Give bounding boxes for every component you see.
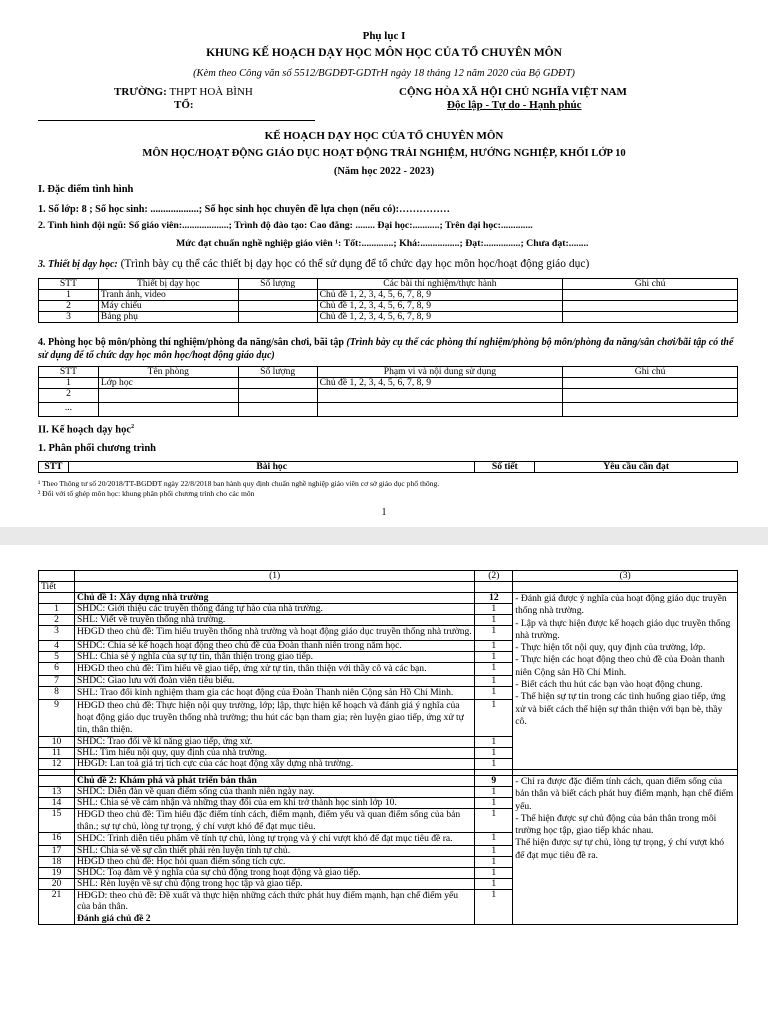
document-subtitle: (Kèm theo Công văn số 5512/BGDĐT-GDTrH ngày 18 tháng 12 năm 2020 của Bộ GDĐT) (193, 68, 575, 79)
room-table (38, 366, 738, 417)
cell: Chủ đề 1, 2, 3, 4, 5, 6, 7, 8, 9 (317, 290, 563, 301)
period-count: 1 (475, 737, 513, 748)
col-label: (3) (513, 571, 738, 582)
cell (74, 582, 474, 593)
period-number: 4 (39, 641, 75, 652)
cell (563, 312, 738, 323)
section-1-heading: I. Đặc điểm tình hình (38, 184, 134, 195)
curriculum-table (38, 570, 738, 925)
appendix-label: Phụ lục I (362, 30, 406, 42)
topic-row (39, 593, 738, 604)
cell (475, 582, 513, 593)
period-count: 1 (475, 867, 513, 878)
period-number: 20 (39, 878, 75, 889)
lesson: HĐGD theo chủ đề: Thực hiện nội quy trường, lớp; lập, thực hiện kế hoạch và đánh giá ý nghĩa của hoạt động giáo dục truyền thống nhà trường; thu hút các bạn tham gia; rèn luyện giao tiếp, ứng xử tự tin, thân thiện. (74, 700, 474, 737)
col-header: Thiết bị dạy học (98, 279, 238, 290)
period-count: 1 (475, 626, 513, 641)
period-number: 12 (39, 759, 75, 770)
period-count: 1 (475, 787, 513, 798)
col-header: Bài học (68, 462, 474, 473)
section-2-label: II. Kế hoạch dạy học (38, 424, 132, 436)
footnote-ref: 2 (131, 424, 135, 430)
col-header: Tên phòng (98, 367, 238, 378)
period-count: 1 (475, 798, 513, 809)
cell: 2 (39, 301, 99, 312)
period-count: 1 (475, 833, 513, 846)
cell: Tranh ảnh, video (98, 290, 238, 301)
col-header: Số lượng (238, 279, 317, 290)
period-count: 1 (475, 889, 513, 925)
room-desc: (Trình bày cụ thể các phòng thí nghiệm/phòng bộ môn/phòng đa năng/sân chơi/bãi tập có thể sử dụng để tổ chức dạy học môn học/hoạt động giáo dục) (38, 337, 734, 361)
class-count-line: 1. Số lớp: 8 ; Số học sinh: ...................; Số học sinh học chuyên đề lựa chọn (nếu có):…………… (38, 204, 450, 215)
cell (563, 290, 738, 301)
period-number: 3 (39, 626, 75, 641)
footnote-1: ¹ Theo Thông tư số 20/2018/TT-BGDĐT ngày 22/8/2018 ban hành quy định chuẩn nghề nghiệp giáo viên cơ sở giáo dục phổ thông. (38, 479, 440, 488)
period-count: 1 (475, 809, 513, 833)
lesson: HĐGD theo chủ đề: Học hỏi quan điểm sống tích cực. (74, 856, 474, 867)
cell: Chủ đề 1, 2, 3, 4, 5, 6, 7, 8, 9 (317, 301, 563, 312)
lesson: SHDC: Giao lưu với đoàn viên tiêu biểu. (74, 676, 474, 687)
period-number: 19 (39, 867, 75, 878)
period-number: 2 (39, 615, 75, 626)
requirement-item: - Biết cách thu hút các bạn vào hoạt động chung. (515, 679, 703, 691)
col-header: Ghi chú (563, 367, 738, 378)
col-header: Các bài thí nghiệm/thực hành (317, 279, 563, 290)
topic-title: Chủ đề 2: Khám phá và phát triển bản thân (74, 776, 474, 787)
col-header: Ghi chú (563, 279, 738, 290)
tiet-label: Tiết (39, 582, 75, 593)
header-divider (38, 120, 315, 121)
cell (238, 403, 317, 417)
evaluation-label: Đánh giá chủ đề 2 (76, 912, 151, 924)
table-row (39, 301, 738, 312)
lesson: SHL: Tìm hiểu nội quy, quy định của nhà trường. (74, 748, 474, 759)
lesson: HĐGD: Lan toả giá trị tích cực của các hoạt động xây dựng nhà trường. (74, 759, 474, 770)
period-number: 21 (39, 889, 75, 925)
cell (563, 301, 738, 312)
table-header-row (39, 462, 738, 473)
cell: Máy chiếu (98, 301, 238, 312)
school-label: TRƯỜNG: (114, 86, 167, 98)
cell (513, 582, 738, 593)
col-header: STT (39, 279, 99, 290)
cell: ... (39, 403, 99, 417)
cell (98, 389, 238, 403)
col-header: Yêu cầu cần đạt (535, 462, 738, 473)
subject-title: MÔN HỌC/HOẠT ĐỘNG GIÁO DỤC HOẠT ĐỘNG TRẢI NGHIỆM, HƯỚNG NGHIỆP, KHỐI LỚP 10 (142, 148, 626, 159)
equipment-desc: (Trình bày cụ thể các thiết bị dạy học có thể sử dụng để tổ chức dạy học môn học/hoạt động giáo dục) (117, 258, 590, 270)
requirement-item: - Đánh giá được ý nghĩa của hoạt động giáo dục truyền thống nhà trường. (515, 593, 727, 617)
nation-title: CỘNG HÒA XÃ HỘI CHỦ NGHĨA VIỆT NAM (399, 86, 627, 98)
period-count: 1 (475, 748, 513, 759)
col-label: (2) (475, 571, 513, 582)
cell (238, 389, 317, 403)
lesson: SHL: Chia sẻ về sự cần thiết phải rèn luyện tính tự chủ. (74, 845, 474, 856)
cell: Chủ đề 1, 2, 3, 4, 5, 6, 7, 8, 9 (317, 312, 563, 323)
lesson: SHDC: Trình diễn tiểu phẩm về tính tự chủ, lòng tự trọng và ý chí vượt khó để đạt mục tiêu đề ra. (74, 833, 474, 846)
period-number: 16 (39, 833, 75, 846)
period-number: 13 (39, 787, 75, 798)
table-row (39, 403, 738, 417)
school-year: (Năm học 2022 - 2023) (333, 166, 435, 177)
cell (563, 389, 738, 403)
col-header: Phạm vi và nội dung sử dụng (317, 367, 563, 378)
lesson: SHDC: Toạ đàm về ý nghĩa của sự chủ động trong hoạt động và giao tiếp. (74, 867, 474, 878)
lesson (74, 889, 474, 925)
staff-line: 2. Tình hình đội ngũ: Số giáo viên:...................; Trình độ đào tạo: Cao đẳng: ........ Đại học:...........; Trên đại học:............. (38, 220, 533, 231)
requirement-item: - Thực hiện các hoạt động theo chủ đề của Đoàn thanh niên Cộng sản Hồ Chí Minh. (515, 654, 725, 678)
distribution-table (38, 461, 738, 473)
lesson: SHDC: Chia sẻ kế hoạch hoạt động theo chủ đề của Đoàn thanh niên trong năm học. (74, 641, 474, 652)
lesson: SHL: Chia sẻ về cảm nhận và những thay đổi của em khi trở thành học sinh lớp 10. (74, 798, 474, 809)
period-count: 1 (475, 845, 513, 856)
period-number: 17 (39, 845, 75, 856)
cell: 2 (39, 389, 99, 403)
table-header-row (39, 582, 738, 593)
nation-motto: Độc lập - Tự do - Hạnh phúc (447, 99, 582, 111)
period-number: 9 (39, 700, 75, 737)
equipment-heading (38, 258, 589, 270)
topic-count: 9 (475, 776, 513, 787)
cell (563, 403, 738, 417)
equipment-label: 3. Thiết bị dạy học: (38, 259, 118, 270)
lesson: HĐGD theo chủ đề: Tìm hiểu đặc điểm tính cách, điểm mạnh, điểm yếu và quan điểm sống của bản thân.; sự tự chủ, lòng tự trọng, ý chí vượt khó để đạt mục tiêu. (74, 809, 474, 833)
topic-title: Chủ đề 1: Xây dựng nhà trường (74, 593, 474, 604)
lesson: HĐGD theo chủ đề: Tìm hiểu về giao tiếp, ứng xử tự tin, thân thiện với thầy cô và các bạn. (74, 663, 474, 676)
period-number: 14 (39, 798, 75, 809)
school-name: THPT HOÀ BÌNH (169, 86, 253, 98)
lesson-text: HĐGD: theo chủ đề: Đề xuất và thực hiện những cách thức phát huy điểm mạnh, hạn chế điểm yếu của bản thân. (76, 889, 459, 912)
topic-count: 12 (475, 593, 513, 604)
table-row (39, 389, 738, 403)
col-header: STT (39, 462, 69, 473)
room-heading (38, 336, 738, 362)
cell (238, 290, 317, 301)
cell (238, 301, 317, 312)
requirement-item: Thể hiện được sự tự chủ, lòng tự trọng, ý chí vượt khó để đạt mục tiêu đề ra. (515, 837, 725, 861)
period-number: 7 (39, 676, 75, 687)
topic-2-requirements (513, 776, 738, 925)
period-count: 1 (475, 604, 513, 615)
requirement-item: - Chỉ ra được đặc điểm tính cách, quan điểm sống của bản thân và biết cách phát huy điểm mạnh, hạn chế điểm yếu. (515, 776, 734, 812)
cell (39, 593, 75, 604)
cell (238, 378, 317, 389)
period-count: 1 (475, 676, 513, 687)
col-header: STT (39, 367, 99, 378)
distribution-heading: 1. Phân phối chương trình (38, 443, 157, 454)
lesson: SHL: Chia sẻ ý nghĩa của sự tự tin, thân thiện trong giao tiếp. (74, 652, 474, 663)
period-number: 18 (39, 856, 75, 867)
topic-1-requirements (513, 593, 738, 770)
lesson: SHDC: Giới thiệu các truyền thống đáng tự hào của nhà trường. (74, 604, 474, 615)
table-row (39, 290, 738, 301)
period-count: 1 (475, 663, 513, 676)
section-2-heading (38, 424, 134, 436)
table-header-row (39, 367, 738, 378)
cell: 1 (39, 290, 99, 301)
equipment-table (38, 278, 738, 323)
lesson: SHL: Trao đổi kinh nghiệm tham gia các hoạt động của Đoàn Thanh niên Cộng sản Hồ Chí Minh. (74, 687, 474, 700)
period-count: 1 (475, 759, 513, 770)
period-number: 6 (39, 663, 75, 676)
requirement-item: - Lập và thực hiện được kế hoạch giáo dục truyền thống nhà trường. (515, 617, 731, 641)
period-number: 5 (39, 652, 75, 663)
document-page-2 (0, 545, 768, 1024)
cell: Bảng phụ (98, 312, 238, 323)
cell: Lớp học (98, 378, 238, 389)
period-count: 1 (475, 856, 513, 867)
team-label: TỔ: (174, 99, 194, 111)
plan-title: KẾ HOẠCH DẠY HỌC CỦA TỔ CHUYÊN MÔN (264, 130, 504, 142)
cell: Chủ đề 1, 2, 3, 4, 5, 6, 7, 8, 9 (317, 378, 563, 389)
topic-row (39, 776, 738, 787)
table-row (39, 312, 738, 323)
table-header-row (39, 279, 738, 290)
period-number: 11 (39, 748, 75, 759)
period-count: 1 (475, 687, 513, 700)
col-header: Số tiết (475, 462, 535, 473)
period-number: 10 (39, 737, 75, 748)
cell (39, 776, 75, 787)
period-count: 1 (475, 652, 513, 663)
cell (317, 389, 563, 403)
period-count: 1 (475, 878, 513, 889)
cell (238, 312, 317, 323)
cell (98, 403, 238, 417)
room-label: 4. Phòng học bộ môn/phòng thí nghiệm/phòng đa năng/sân chơi, bãi tập (38, 337, 344, 348)
period-number: 8 (39, 687, 75, 700)
col-label: (1) (74, 571, 474, 582)
period-count: 1 (475, 615, 513, 626)
requirement-item: - Thể hiện được sự chủ động của bản thân trong môi trường học tập, giao tiếp khác nhau. (515, 812, 717, 837)
cell: 3 (39, 312, 99, 323)
cell (563, 378, 738, 389)
period-count: 1 (475, 641, 513, 652)
requirement-item: - Thể hiện sự tự tin trong các tình huống giao tiếp, ứng xử và biết cách thể hiện sự thân thiện với bạn bè, thầy cô. (515, 691, 726, 727)
table-header-row (39, 571, 738, 582)
lesson: SHDC: Trao đổi về kĩ năng giao tiếp, ứng xử. (74, 737, 474, 748)
footnote-2: ² Đối với tổ ghép môn học: khung phân phối chương trình cho các môn (38, 489, 255, 498)
requirement-item: - Thực hiện tốt nội quy, quy định của trường, lớp. (515, 642, 706, 654)
school-line (114, 86, 253, 98)
document-title: KHUNG KẾ HOẠCH DẠY HỌC MÔN HỌC CỦA TỔ CHUYÊN MÔN (206, 47, 562, 59)
lesson: HĐGD theo chủ đề: Tìm hiểu truyền thống nhà trường và hoạt động giáo dục truyền thống nhà trường. (74, 626, 474, 641)
cell (317, 403, 563, 417)
standard-line: Mức đạt chuẩn nghề nghiệp giáo viên ¹: Tốt:.............; Khá:................; Đạt:...............; Chưa đạt:........ (176, 238, 589, 249)
col-header: Số lượng (238, 367, 317, 378)
cell: 1 (39, 378, 99, 389)
period-number: 1 (39, 604, 75, 615)
cell (39, 571, 75, 582)
page-number: 1 (381, 507, 387, 518)
period-count: 1 (475, 700, 513, 737)
lesson: SHL: Rèn luyện về sự chủ động trong học tập và giao tiếp. (74, 878, 474, 889)
table-row (39, 378, 738, 389)
period-number: 15 (39, 809, 75, 833)
lesson: SHL: Viết về truyền thống nhà trường. (74, 615, 474, 626)
lesson: SHDC: Diễn đàn về quan điểm sống của thanh niên ngày nay. (74, 787, 474, 798)
